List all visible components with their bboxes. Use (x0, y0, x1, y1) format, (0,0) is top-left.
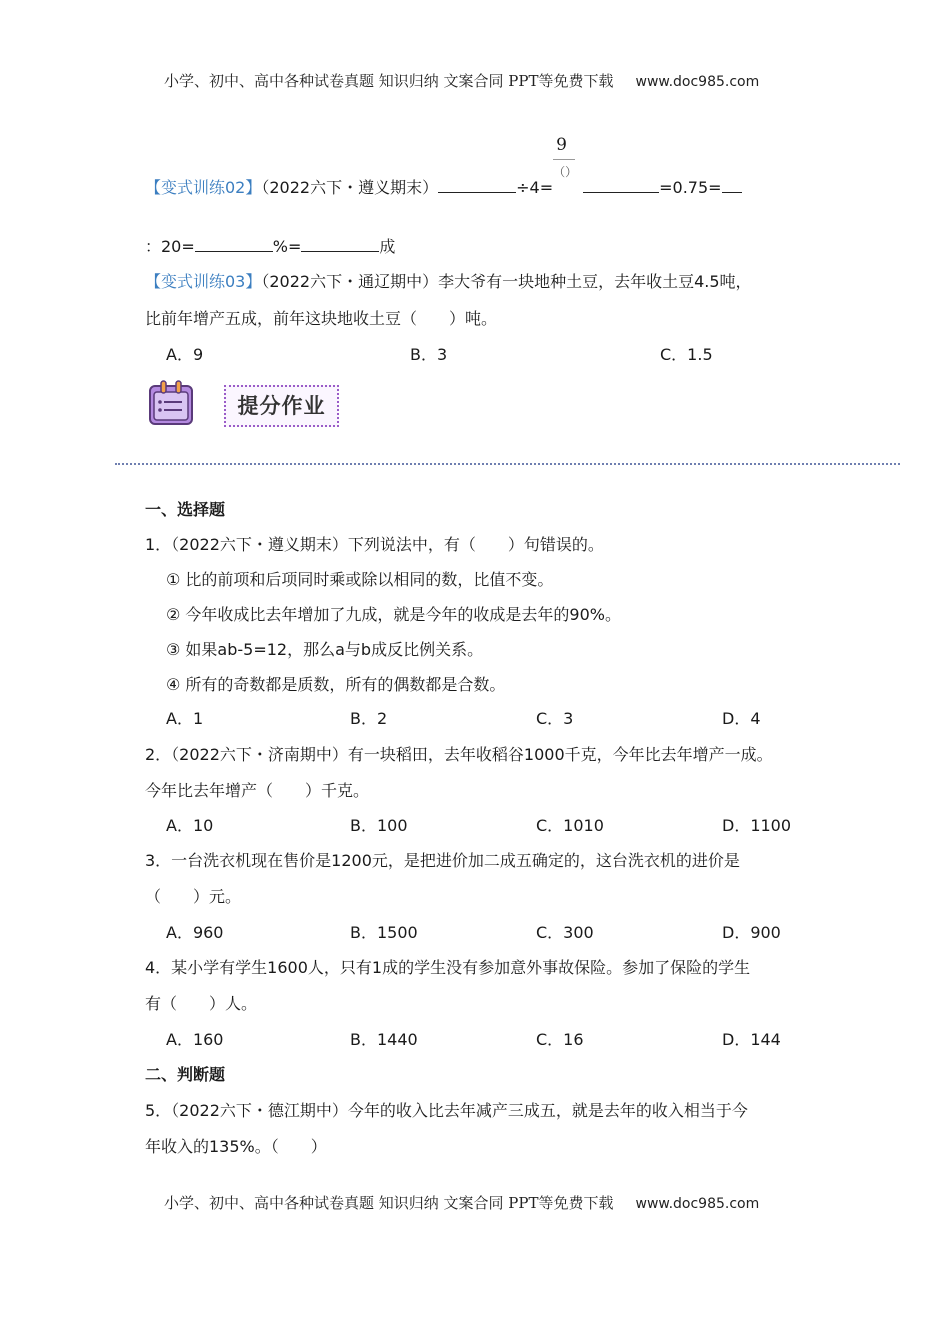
variant03-text1: （2022六下・通辽期中）李大爷有一块地种土豆，去年收土豆4.5吨， (261, 272, 752, 291)
q2-option-a: A．10 (166, 816, 214, 835)
page-footer (164, 1192, 759, 1213)
fraction-bar (553, 159, 575, 160)
blank-5 (301, 237, 379, 252)
q3-option-b: B．1500 (350, 923, 418, 942)
q3-line2: （ ）元。 (145, 887, 242, 906)
q4-line1: 4．某小学有学生1600人，只有1成的学生没有参加意外事故保险。参加了保险的学生 (145, 958, 751, 977)
variant02-line1 (145, 135, 742, 198)
variant02-line2-start: ：20= (145, 237, 195, 256)
page-header (164, 70, 759, 91)
q4-option-b: B．1440 (350, 1030, 418, 1049)
variant02-source: （2022六下・遵义期末） (261, 178, 439, 197)
variant02-eq075: =0.75= (659, 178, 722, 197)
q2-option-b: B．100 (350, 816, 408, 835)
blank-4 (195, 237, 273, 252)
q1-option-d: D．4 (722, 709, 761, 728)
q5-line2: 年收入的135%。（ ） (145, 1137, 327, 1156)
variant03-option-c: C．1.5 (660, 345, 713, 364)
blank-1 (438, 178, 516, 193)
q1-statement-1: ① 比的前项和后项同时乘或除以相同的数，比值不变。 (166, 570, 554, 589)
variant02-div4: ÷4= (516, 178, 554, 197)
variant02-line2 (145, 234, 395, 257)
variant02-tag: 【变式训练02】 (145, 178, 262, 197)
q2-option-d: D．1100 (722, 816, 792, 835)
footer-url[interactable]: www.doc985.com (635, 1196, 760, 1212)
q2-line1: 2．（2022六下・济南期中）有一块稻田，去年收稻谷1000千克，今年比去年增产一成。 (145, 745, 773, 764)
q1-option-c: C．3 (536, 709, 574, 728)
blank-3 (722, 178, 742, 193)
q1-stem: 1．（2022六下・遵义期末）下列说法中，有（ ）句错误的。 (145, 535, 604, 554)
q1-statement-3: ③ 如果ab-5=12，那么a与b成反比例关系。 (166, 640, 484, 659)
footer-text: 小学、初中、高中各种试卷真题 知识归纳 文案合同 PPT等免费下载 (164, 1194, 614, 1212)
dotted-divider (115, 463, 900, 465)
variant03-line2: 比前年增产五成，前年这块地收土豆（ ）吨。 (145, 309, 498, 328)
variant03-line1 (145, 269, 752, 292)
q3-option-c: C．300 (536, 923, 594, 942)
variant03-option-a: A．9 (166, 345, 204, 364)
q2-option-c: C．1010 (536, 816, 604, 835)
q1-statement-2: ② 今年收成比去年增加了九成，就是今年的收成是去年的90%。 (166, 605, 621, 624)
q4-option-c: C．16 (536, 1030, 584, 1049)
q3-option-d: D．900 (722, 923, 781, 942)
header-text: 小学、初中、高中各种试卷真题 知识归纳 文案合同 PPT等免费下载 (164, 72, 614, 90)
q4-line2: 有（ ）人。 (145, 994, 258, 1013)
variant03-option-b: B．3 (410, 345, 448, 364)
variant03-tag: 【变式训练03】 (145, 272, 262, 291)
fraction-numerator: 9 (556, 135, 567, 155)
section2-title: 二、判断题 (145, 1065, 226, 1084)
q2-line2: 今年比去年增产（ ）千克。 (145, 781, 370, 800)
q3-line1: 3．一台洗衣机现在售价是1200元，是把进价加二成五确定的，这台洗衣机的进价是 (145, 851, 740, 870)
fraction-denominator: （） (553, 165, 578, 179)
q1-statement-4: ④ 所有的奇数都是质数，所有的偶数都是合数。 (166, 675, 506, 694)
q1-option-a: A．1 (166, 709, 204, 728)
variant02-cheng: 成 (379, 237, 396, 256)
blank-2 (583, 178, 659, 193)
q4-option-d: D．144 (722, 1030, 781, 1049)
notebook-icon (148, 380, 194, 426)
q3-option-a: A．960 (166, 923, 224, 942)
section1-title: 一、选择题 (145, 500, 226, 519)
banner-title: 提分作业 (224, 385, 339, 427)
q5-line1: 5．（2022六下・德江期中）今年的收入比去年减产三成五，就是去年的收入相当于今 (145, 1101, 748, 1120)
header-url[interactable]: www.doc985.com (635, 74, 760, 90)
q1-option-b: B．2 (350, 709, 388, 728)
q4-option-a: A．160 (166, 1030, 224, 1049)
fraction-9-over-blank (553, 135, 583, 193)
variant02-percent: %= (272, 237, 302, 256)
